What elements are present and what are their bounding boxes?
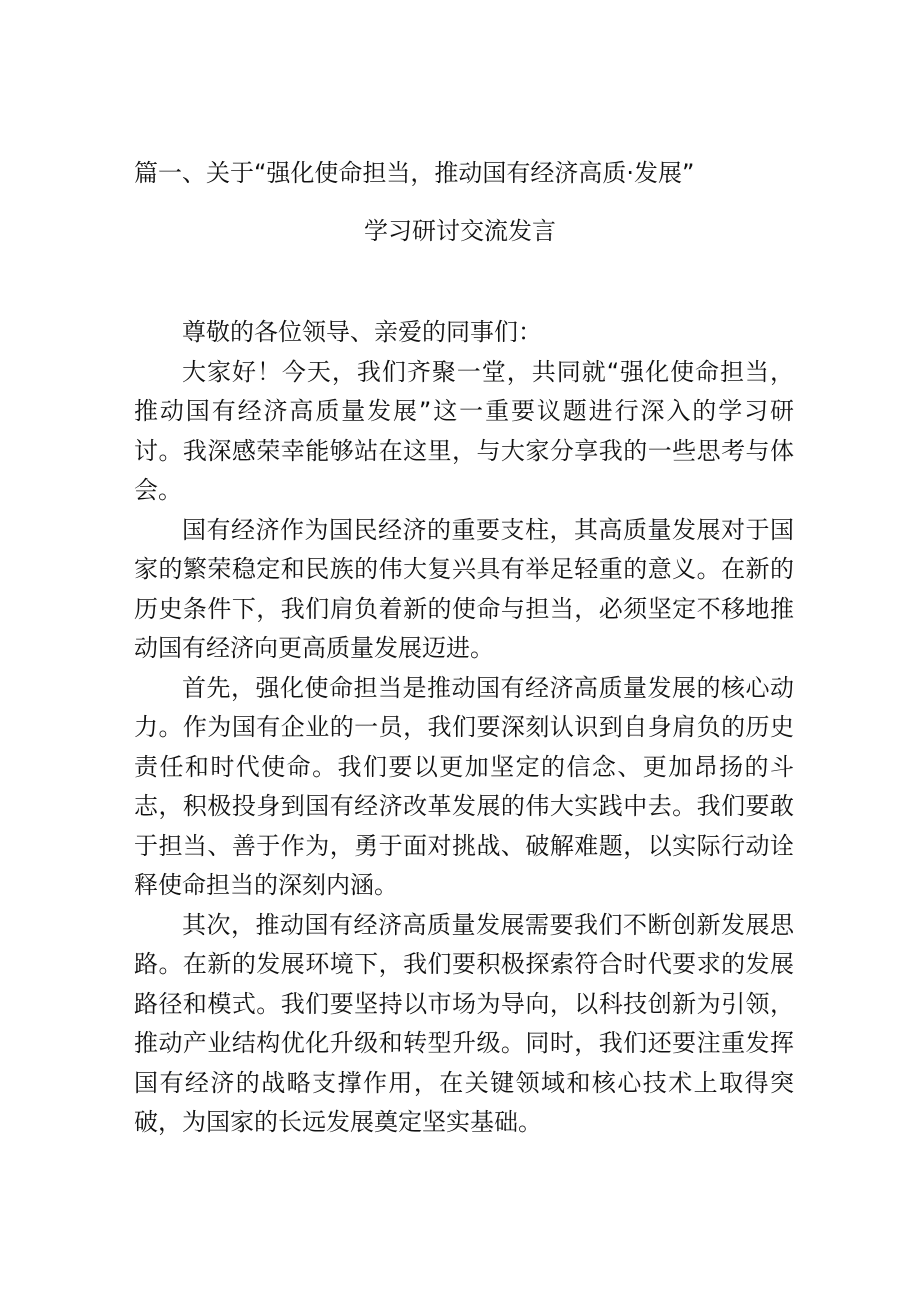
greeting-paragraph: 大家好！今天，我们齐聚一堂，共同就“强化使命担当，推动国有经济高质量发展”这一重要议题进行深入的学习研讨。我深感荣幸能够站在这里，与大家分享我的一些思考与体会。 xyxy=(134,357,794,504)
document-title-line-2: 学习研讨交流发言 xyxy=(364,217,556,245)
document-body xyxy=(134,313,794,1143)
salutation-paragraph: 尊敬的各位领导、亲爱的同事们： xyxy=(182,318,542,346)
document-title-line-1: 篇一、关于“强化使命担当，推动国有经济高质·发展” xyxy=(134,159,695,187)
body-paragraph: 首先，强化使命担当是推动国有经济高质量发展的核心动力。作为国有企业的一员，我们要深刻认识到自身肩负的历史责任和时代使命。我们要以更加坚定的信念、更加昂扬的斗志，积极投身到国有经济改革发展的伟大实践中去。我们要敢于担当、善于作为，勇于面对挑战、破解难题，以实际行动诠释使命担当的深刻内涵。 xyxy=(134,673,794,899)
body-paragraph: 国有经济作为国民经济的重要支柱，其高质量发展对于国家的繁荣稳定和民族的伟大复兴具有举足轻重的意义。在新的历史条件下，我们肩负着新的使命与担当，必须坚定不移地推动国有经济向更高质量发展迈进。 xyxy=(134,515,794,662)
body-paragraph: 其次，推动国有经济高质量发展需要我们不断创新发展思路。在新的发展环境下，我们要积极探索符合时代要求的发展路径和模式。我们要坚持以市场为导向，以科技创新为引领，推动产业结构优化升级和转型升级。同时，我们还要注重发挥国有经济的战略支撑作用，在关键领域和核心技术上取得突破，为国家的长远发展奠定坚实基础。 xyxy=(134,910,794,1136)
